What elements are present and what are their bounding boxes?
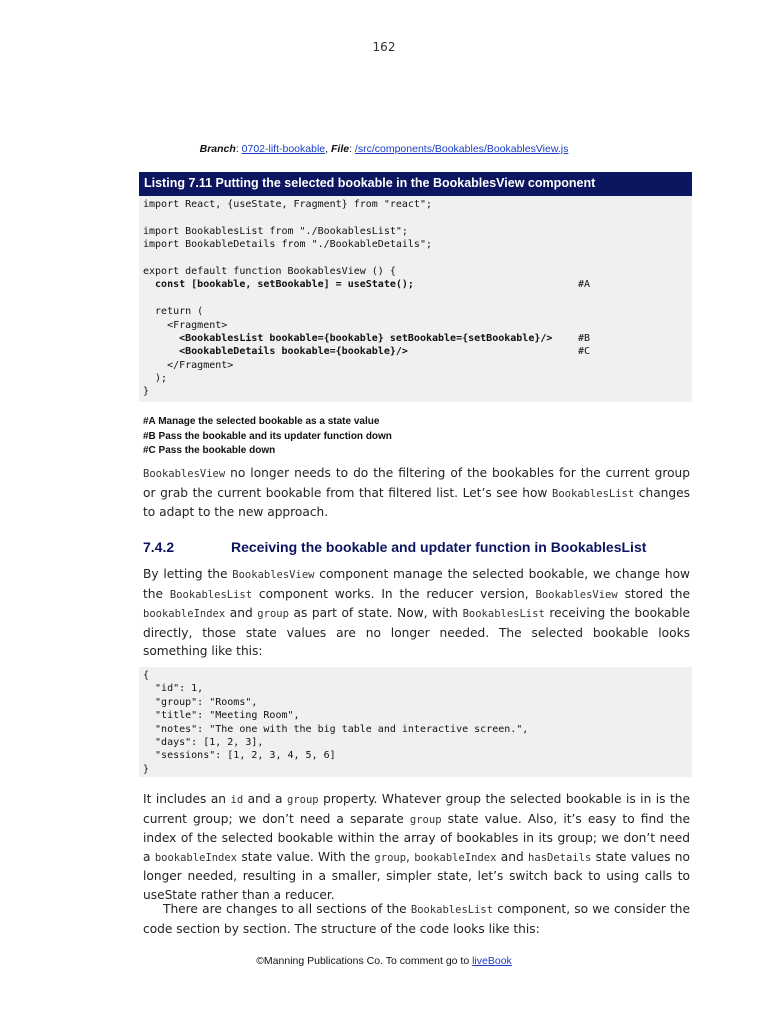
listing-code-block: [139, 196, 692, 402]
page-number: 162: [372, 40, 396, 54]
code-line: [143, 225, 692, 238]
listing-title: Listing 7.11 Putting the selected bookable in the BookablesView component: [139, 172, 692, 196]
code-text: import React, {useState, Fragment} from "react";: [143, 199, 432, 210]
footer-text: ©Manning Publications Co. To comment go to: [256, 955, 473, 967]
file-label: File: [330, 143, 350, 155]
inline-code: group: [409, 813, 442, 826]
annotation-item: #B Pass the bookable and its updater function down: [143, 430, 392, 442]
paragraph-text: state value. With the: [237, 849, 375, 864]
paragraph-text: as part of state. Now, with: [288, 606, 463, 621]
code-line: [143, 252, 692, 265]
inline-code: hasDetails: [528, 851, 592, 864]
branch-line: [0, 143, 768, 155]
inline-code: BookablesView: [143, 468, 226, 480]
section-title: Receiving the bookable and updater function in BookablesList: [231, 539, 647, 555]
paragraph-text: property. Whatever group the selected bookable is in is the current group; we don’t need a separate: [143, 792, 690, 826]
code-text: export default function BookablesView () {: [143, 265, 396, 277]
code-line: [143, 238, 692, 251]
code-line: "notes": "The one with the big table and interactive screen.",: [143, 723, 529, 735]
paragraph-text: By letting the: [143, 567, 233, 581]
code-line: "sessions": [1, 2, 3, 4, 5, 6]: [143, 750, 336, 762]
code-line: [143, 372, 692, 385]
code-line: [143, 345, 692, 358]
paragraph-text: state values no longer needed, resulting in a smaller, simpler state, let’s switch back to using calls to useState rather than a reducer.: [143, 849, 690, 902]
code-line: [143, 292, 692, 305]
inline-code: group: [374, 851, 407, 864]
section-heading: [143, 539, 690, 555]
code-line: [143, 278, 692, 291]
code-annotation-marker: #B: [578, 332, 591, 344]
file-separator: ,: [325, 143, 331, 155]
code-line: [143, 211, 692, 224]
paragraph-properties: [143, 790, 690, 905]
branch-link[interactable]: 0702-lift-bookable: [241, 143, 326, 155]
inline-code: bookableIndex: [143, 608, 226, 621]
paragraph-text: component manage the selected bookable, we change how the: [143, 567, 690, 601]
paragraph-intro: [143, 464, 690, 522]
code-line: [143, 198, 692, 211]
code-line: [143, 305, 692, 318]
code-line: "id": 1,: [143, 683, 204, 695]
paragraph-text: component works. In the reducer version,: [252, 586, 536, 601]
listing-annotations: [143, 415, 392, 459]
code-text: <BookableDetails bookable={bookable}/>: [143, 346, 408, 358]
paragraph-receiving: [143, 565, 690, 661]
code-annotation-marker: #A: [578, 279, 591, 291]
code-line: [143, 265, 692, 278]
code-text: return (: [143, 306, 204, 318]
paragraph-text: and: [496, 849, 529, 864]
file-link[interactable]: /src/components/Bookables/BookablesView.js: [354, 143, 569, 155]
inline-code: BookablesView: [535, 588, 618, 601]
code-line: [143, 385, 692, 398]
paragraph-structure: [143, 900, 690, 938]
branch-separator: :: [235, 143, 242, 155]
paragraph-text: component, so we consider the code section by section. The structure of the code looks like this:: [143, 902, 691, 936]
inline-code: bookableIndex: [414, 851, 497, 864]
paragraph-text: and a: [243, 792, 288, 806]
inline-code: BookablesView: [232, 569, 315, 581]
file-colon: :: [349, 143, 355, 155]
paragraph-text: It includes an: [143, 792, 231, 806]
inline-code: BookablesList: [410, 904, 494, 916]
footer: [0, 955, 768, 967]
code-line: "title": "Meeting Room",: [143, 710, 300, 722]
code-annotation-marker: #C: [578, 346, 591, 358]
code-text: const [bookable, setBookable] = useState();: [143, 279, 414, 291]
paragraph-text: state value. Also, it’s easy to find the index of the selected bookable within the array of bookables in its group; we don’t need a: [143, 811, 690, 864]
paragraph-text: no longer needs to do the filtering of the bookables for the current group or grab the current bookable from that filtered list. Let’s see how: [143, 466, 690, 500]
paragraph-text: There are changes to all sections of the: [163, 902, 411, 916]
code-line: }: [143, 763, 150, 775]
code-line: {: [143, 670, 150, 681]
section-number: 7.4.2: [143, 539, 175, 555]
inline-code: group: [257, 608, 289, 621]
code-line: [143, 359, 692, 372]
code-line: "days": [1, 2, 3],: [143, 736, 264, 748]
code-line: [143, 332, 692, 345]
inline-code: BookablesList: [169, 588, 253, 601]
inline-code: id: [230, 794, 244, 806]
inline-code: BookablesList: [462, 608, 545, 621]
code-line: [143, 319, 692, 332]
code-text: import BookableDetails from "./BookableDetails";: [143, 239, 432, 251]
paragraph-text: changes to adapt to the new approach.: [143, 485, 690, 520]
code-line: "group": "Rooms",: [143, 696, 258, 708]
paragraph-text: receiving the bookable directly, those state values are no longer needed. The selected bookable looks something like this:: [143, 606, 691, 659]
paragraph-text: ,: [406, 849, 415, 864]
code-text: <BookablesList bookable={bookable} setBookable={setBookable}/>: [143, 332, 553, 344]
inline-code: group: [287, 794, 319, 806]
code-text: </Fragment>: [143, 359, 234, 371]
code-text: );: [143, 373, 168, 385]
annotation-item: #C Pass the bookable down: [143, 445, 276, 456]
branch-label: Branch: [199, 143, 236, 155]
code-text: <Fragment>: [143, 319, 228, 331]
json-code-block: [139, 667, 692, 777]
code-text: import BookablesList from "./BookablesList";: [143, 225, 408, 237]
paragraph-text: stored the: [617, 586, 690, 601]
code-text: }: [143, 386, 150, 398]
livebook-link[interactable]: liveBook: [472, 955, 512, 967]
annotation-item: #A Manage the selected bookable as a state value: [143, 416, 380, 427]
inline-code: bookableIndex: [154, 851, 237, 864]
paragraph-text: and: [225, 606, 258, 621]
inline-code: BookablesList: [552, 487, 635, 500]
